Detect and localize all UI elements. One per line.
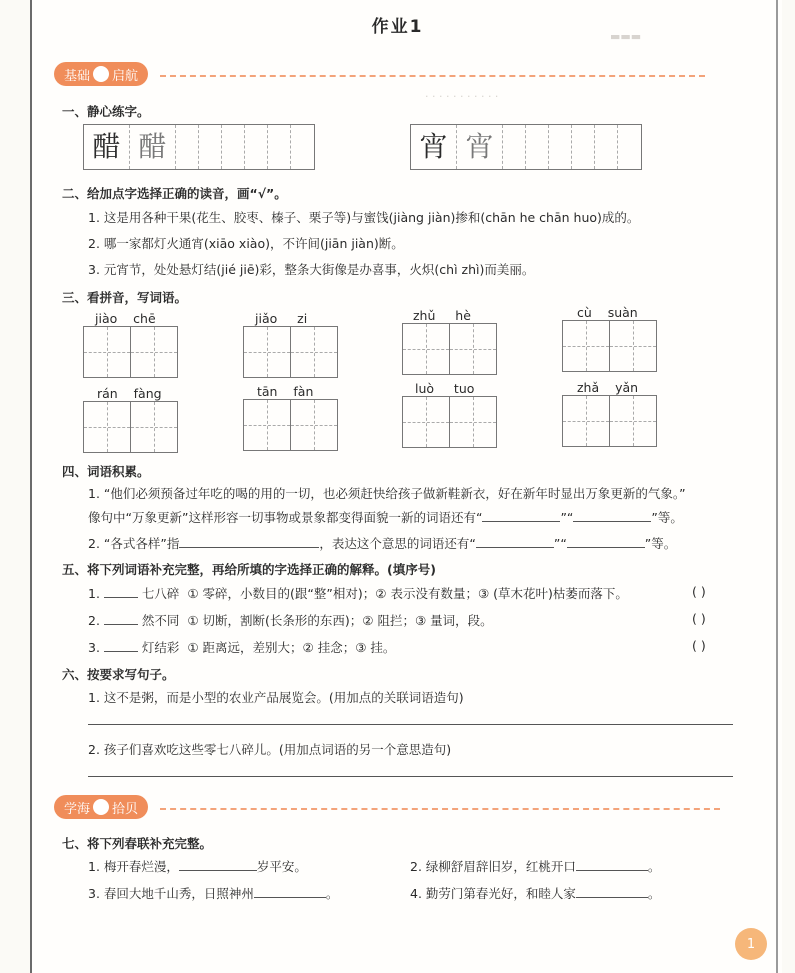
bleed-through: ▬▬▬ — [610, 30, 642, 43]
writing-cell[interactable] — [572, 125, 595, 169]
tianzige-box[interactable] — [402, 396, 497, 448]
question-line: 1. 这不是粥，而是小型的农业产品展览会。(用加点的关联词语造句) — [88, 690, 464, 705]
tianzige-box[interactable] — [562, 395, 657, 447]
pinyin-label: luò tuo — [415, 381, 475, 396]
section-heading: 三、看拼音，写词语。 — [62, 290, 188, 305]
trace-character: 醋 — [138, 130, 167, 163]
section-heading: 一、静心练字。 — [62, 104, 150, 119]
shell-icon — [93, 799, 109, 815]
fill-item: 3. 灯结彩 ① 距离远，差别大；② 挂念；③ 挂。 — [88, 640, 396, 655]
banner-text: 拾贝 — [112, 801, 139, 817]
banner-text: 启航 — [112, 68, 139, 84]
writing-cell[interactable] — [199, 125, 222, 169]
quote-line: 1. “他们必须预备过年吃的喝的用的一切，也必须赶快给孩子做新鞋新衣，好在新年时显出万象更新的气象。” — [88, 486, 686, 501]
section-heading: 二、给加点字选择正确的读音，画“√”。 — [62, 186, 287, 201]
writing-cell[interactable] — [222, 125, 245, 169]
question-line: 像句中“万象更新”这样形容一切事物或景象都变得面貌一新的词语还有“ ”“ ”等。 — [88, 510, 683, 525]
couplet-item: 1. 梅开春烂漫， 岁平安。 — [88, 859, 307, 874]
writing-cell[interactable] — [618, 125, 641, 169]
tianzige-box[interactable] — [402, 323, 497, 375]
pinyin-label: jiào chē — [95, 311, 156, 326]
fill-item: 1. 七八碎 ① 零碎，小数目的(跟“整”相对)；② 表示没有数量；③ (草木花叶)枯萎而落下。 — [88, 586, 628, 601]
bleed-through: · · · · · · · · · · · — [425, 90, 499, 103]
section-heading: 七、将下列春联补充完整。 — [62, 836, 213, 851]
tianzige-box[interactable] — [243, 399, 338, 451]
question-line: 3. 元宵节，处处悬灯结(jié jiē)彩，整条大街像是办喜事，火炽(chì zhì)而美丽。 — [88, 262, 535, 277]
tianzige-box[interactable] — [83, 401, 178, 453]
answer-paren[interactable]: ( ) — [692, 584, 706, 599]
couplet-item: 3. 春回大地千山秀，日照神州 。 — [88, 886, 339, 901]
answer-line[interactable] — [88, 776, 733, 777]
writing-cell[interactable] — [291, 125, 314, 169]
couplet-item: 4. 勤劳门第春光好，和睦人家 。 — [410, 886, 661, 901]
couplet-item: 2. 绿柳舒眉辞旧岁，红桃开口 。 — [410, 859, 661, 874]
writing-cell[interactable] — [595, 125, 618, 169]
writing-grid-2 — [410, 124, 642, 170]
page-number: 1 — [735, 928, 767, 960]
banner-divider — [160, 75, 705, 77]
model-character: 宵 — [419, 130, 448, 163]
tianzige-box[interactable] — [243, 326, 338, 378]
pinyin-label: rán fàng — [97, 386, 162, 401]
pinyin-label: zhǔ hè — [413, 308, 471, 323]
writing-cell[interactable] — [503, 125, 526, 169]
writing-grid-1 — [83, 124, 315, 170]
fill-item: 2. 然不同 ① 切断，割断(长条形的东西)；② 阻拦；③ 量词，段。 — [88, 613, 493, 628]
writing-cell[interactable] — [268, 125, 291, 169]
pinyin-label: zhǎ yǎn — [577, 380, 639, 395]
answer-paren[interactable]: ( ) — [692, 638, 706, 653]
tianzige-box[interactable] — [562, 320, 657, 372]
pinyin-label: cù suàn — [577, 305, 638, 320]
banner-divider — [160, 808, 720, 810]
tianzige-box[interactable] — [83, 326, 178, 378]
pinyin-label: jiǎo zi — [255, 311, 308, 326]
question-line: 1. 这是用各种干果(花生、胶枣、榛子、栗子等)与蜜饯(jiàng jiàn)掺和(chān he chān huo)成的。 — [88, 210, 640, 225]
page-title: 作业1 — [371, 17, 424, 37]
pinyin-label: tān fàn — [257, 384, 314, 399]
section-heading: 六、按要求写句子。 — [62, 667, 175, 682]
section-heading: 四、词语积累。 — [62, 464, 150, 479]
writing-cell[interactable] — [526, 125, 549, 169]
writing-cell[interactable] — [245, 125, 268, 169]
question-line: 2. 哪一家都灯火通宵(xiāo xiào)，不许间(jiān jiàn)断。 — [88, 236, 404, 251]
section-heading: 五、将下列词语补充完整，再给所填的字选择正确的解释。(填序号) — [62, 562, 436, 577]
banner-text: 基础 — [64, 68, 91, 84]
question-line: 2. “各式各样”指 ，表达这个意思的词语还有“ ”“ ”等。 — [88, 536, 677, 551]
trace-character: 宵 — [465, 130, 494, 163]
page-edge — [776, 0, 778, 973]
answer-line[interactable] — [88, 724, 733, 725]
section-banner-extension — [54, 795, 148, 819]
answer-paren[interactable]: ( ) — [692, 611, 706, 626]
boat-icon — [93, 66, 109, 82]
writing-cell[interactable] — [549, 125, 572, 169]
banner-text: 学海 — [64, 801, 91, 817]
writing-cell[interactable] — [176, 125, 199, 169]
model-character: 醋 — [92, 130, 121, 163]
section-banner-basic — [54, 62, 148, 86]
question-line: 2. 孩子们喜欢吃这些零七八碎儿。(用加点词语的另一个意思造句) — [88, 742, 452, 757]
